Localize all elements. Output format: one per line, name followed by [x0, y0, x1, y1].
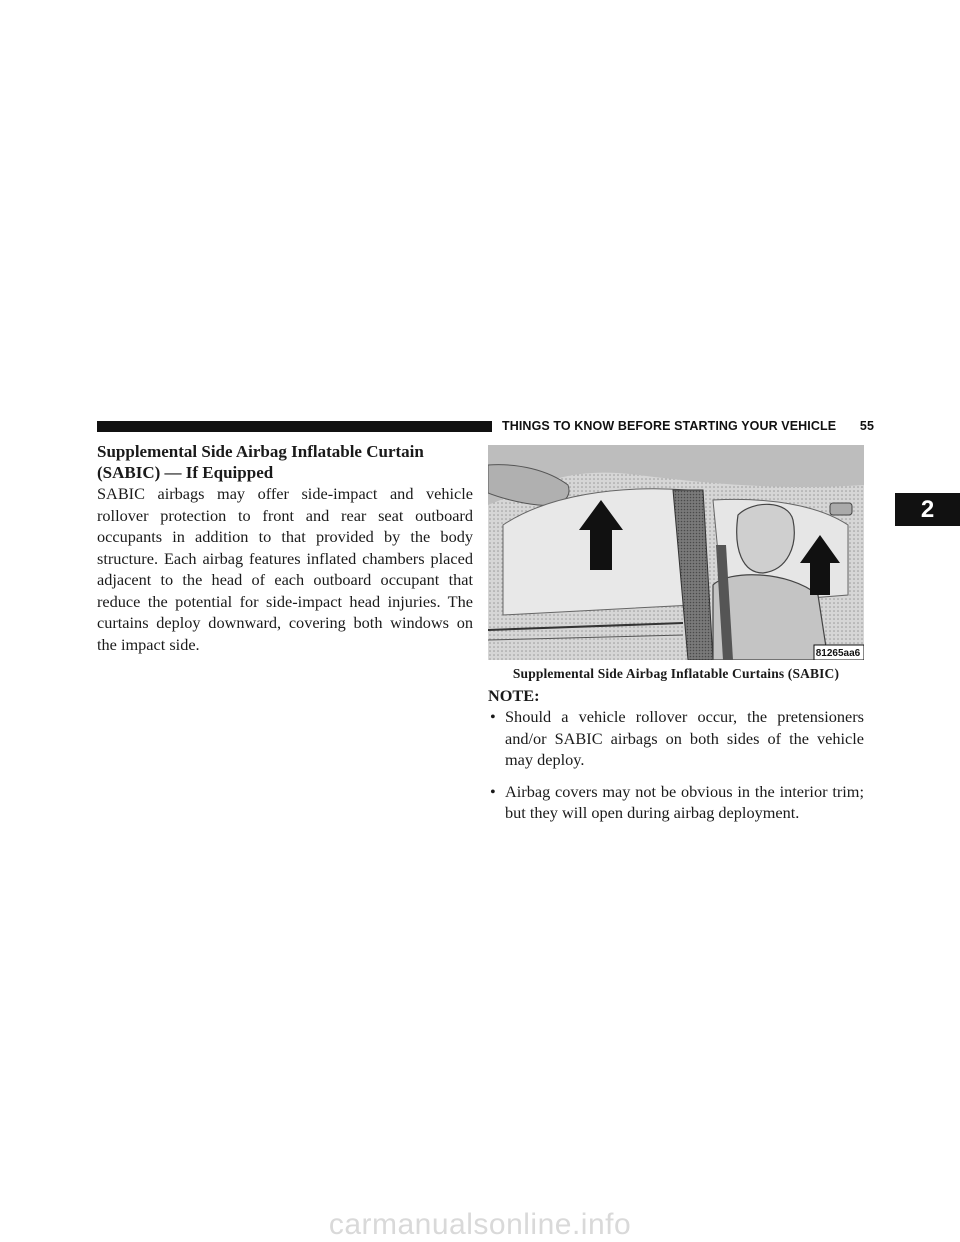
note-text: Should a vehicle rollover occur, the pretensioners and/or SABIC airbags on both sides of the vehicle may deploy. — [505, 707, 864, 769]
chapter-tab: 2 — [895, 493, 960, 526]
figure-caption: Supplemental Side Airbag Inflatable Curtains (SABIC) — [512, 666, 840, 681]
note-list — [488, 706, 864, 824]
list-item — [488, 781, 864, 824]
note-text: Airbag covers may not be obvious in the interior trim; but they will open during airbag deployment. — [505, 781, 864, 822]
figure-code: 81265aa6 — [815, 648, 861, 659]
bullet-icon: • — [490, 707, 496, 726]
list-item — [488, 706, 864, 771]
section-heading: Supplemental Side Airbag Inflatable Curtain (SABIC) — If Equipped — [97, 442, 424, 482]
header-rule — [97, 421, 492, 432]
body-paragraph: SABIC airbags may offer side-impact and vehicle rollover protection to front and rear seat outboard occupants in addition to that provided by the body structure. Each airbag features inflated chambers placed adjacent to the head of each outboard occupant that reduce the potential for side-impact head injuries. The curtains deploy downward, covering both windows on the impact side. — [97, 484, 473, 654]
site-watermark: carmanualsonline.info — [328, 1208, 632, 1241]
bullet-icon: • — [490, 781, 496, 801]
note-section — [488, 685, 864, 834]
left-column — [97, 441, 473, 655]
page-number: 55 — [859, 419, 874, 433]
sabic-illustration — [488, 445, 864, 660]
section-title: THINGS TO KNOW BEFORE STARTING YOUR VEHICLE — [502, 419, 837, 433]
running-header — [502, 419, 874, 433]
note-label: NOTE: — [488, 686, 540, 705]
